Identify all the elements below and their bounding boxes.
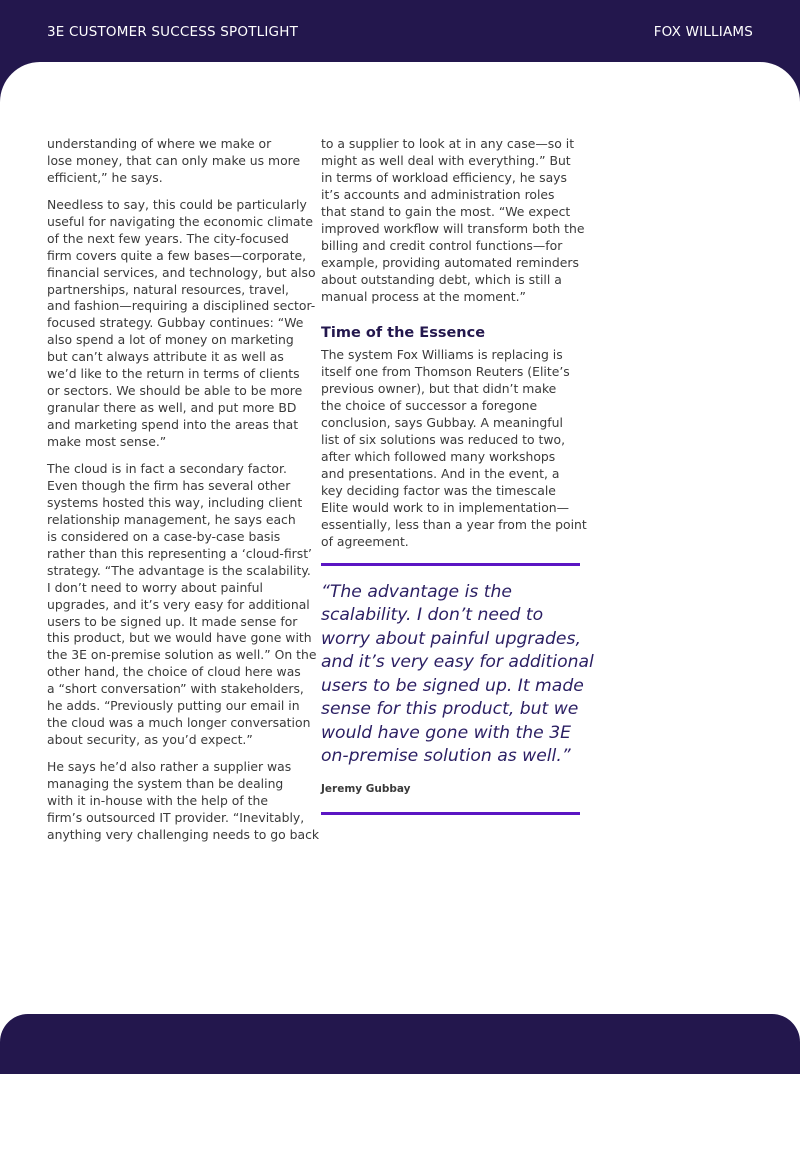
text-line: he adds. “Previously putting our email in — [47, 698, 300, 714]
text-line: and fashion—requiring a disciplined sector- — [47, 298, 316, 314]
text-line: He says he’d also rather a supplier was — [47, 759, 292, 775]
text-line: the choice of successor a foregone — [321, 398, 538, 414]
text-line: other hand, the choice of cloud here was — [47, 664, 301, 680]
paragraph — [47, 196, 316, 451]
text-line: about outstanding debt, which is still a — [321, 271, 562, 287]
paragraph — [321, 136, 583, 306]
text-line: financial services, and technology, but also — [47, 264, 316, 280]
text-line: improved workflow will transform both the — [321, 220, 585, 236]
right-column — [321, 136, 594, 815]
quote-top-rule — [321, 563, 580, 566]
text-line: I don’t need to worry about painful — [47, 579, 263, 595]
text-line: itself one from Thomson Reuters (Elite’s — [321, 364, 570, 380]
text-line: in terms of workload efficiency, he says — [321, 169, 567, 185]
text-line: that stand to gain the most. “We expect — [321, 203, 571, 219]
text-line: users to be signed up. It made sense for — [47, 613, 298, 629]
paragraph — [47, 759, 320, 844]
text-line: Even though the firm has several other — [47, 477, 291, 493]
text-line: also spend a lot of money on marketing — [47, 332, 294, 348]
text-line: after which followed many workshops — [321, 449, 556, 465]
text-line: might as well deal with everything.” But — [321, 152, 571, 168]
quote-line: sense for this product, but we — [321, 699, 579, 720]
text-line: lose money, that can only make us more — [47, 152, 301, 168]
text-line: and marketing spend into the areas that — [47, 417, 299, 433]
text-line: with it in-house with the help of the — [47, 792, 268, 808]
text-line: Elite would work to in implementation— — [321, 500, 570, 516]
text-line: The system Fox Williams is replacing is — [321, 347, 563, 363]
text-line: is considered on a case-by-case basis — [47, 528, 281, 544]
client-name: FOX WILLIAMS — [653, 24, 753, 40]
paragraph — [321, 347, 587, 550]
text-line: focused strategy. Gubbay continues: “We — [47, 315, 304, 331]
text-line: partnerships, natural resources, travel, — [47, 281, 289, 297]
text-line: essentially, less than a year from the point — [321, 517, 587, 533]
quote-line: on-premise solution as well.” — [321, 746, 571, 767]
paragraph — [47, 460, 317, 749]
text-line: of agreement. — [321, 533, 409, 549]
text-line: previous owner), but that didn’t make — [321, 381, 557, 397]
page-footer-band — [0, 1014, 800, 1074]
text-line: efficient,” he says. — [47, 169, 163, 185]
text-line: of the next few years. The city-focused — [47, 230, 289, 246]
text-line: it’s accounts and administration roles — [321, 186, 555, 202]
quote-line: users to be signed up. It made — [321, 675, 584, 696]
text-line: useful for navigating the economic climate — [47, 213, 313, 229]
text-line: Needless to say, this could be particularly — [47, 196, 307, 212]
quote-line: and it’s very easy for additional — [321, 652, 594, 673]
text-line: the 3E on-premise solution as well.” On the — [47, 647, 317, 663]
left-column — [47, 136, 320, 854]
text-line: about security, as you’d expect.” — [47, 732, 253, 748]
quote-line: worry about painful upgrades, — [321, 628, 581, 649]
section-heading: Time of the Essence — [321, 324, 486, 341]
text-line: a “short conversation” with stakeholders, — [47, 681, 304, 697]
text-line: anything very challenging needs to go back — [47, 826, 320, 842]
spotlight-title: 3E CUSTOMER SUCCESS SPOTLIGHT — [47, 24, 299, 40]
text-line: key deciding factor was the timescale — [321, 483, 556, 499]
text-line: upgrades, and it’s very easy for additional — [47, 596, 310, 612]
text-line: conclusion, says Gubbay. A meaningful — [321, 415, 563, 431]
text-line: systems hosted this way, including client — [47, 494, 303, 510]
quote-line: scalability. I don’t need to — [321, 605, 544, 626]
text-line: firm’s outsourced IT provider. “Inevitably, — [47, 809, 305, 825]
text-line: and presentations. And in the event, a — [321, 466, 560, 482]
quote-line: would have gone with the 3E — [321, 722, 571, 743]
text-line: managing the system than be dealing — [47, 775, 284, 791]
text-line: relationship management, he says each — [47, 511, 296, 527]
text-line: to a supplier to look at in any case—so it — [321, 136, 575, 151]
text-line: the cloud was a much longer conversation — [47, 715, 311, 731]
text-line: understanding of where we make or — [47, 136, 272, 151]
text-line: list of six solutions was reduced to two, — [321, 432, 566, 448]
quote-line: “The advantage is the — [321, 581, 512, 602]
text-line: billing and credit control functions—for — [321, 237, 563, 253]
pull-quote — [321, 581, 594, 769]
text-line: manual process at the moment.” — [321, 288, 526, 304]
text-line: rather than this representing a ‘cloud-first’ — [47, 545, 312, 561]
text-line: strategy. “The advantage is the scalability. — [47, 562, 311, 578]
text-line: The cloud is in fact a secondary factor. — [47, 460, 287, 476]
quote-author: Jeremy Gubbay — [321, 782, 411, 795]
text-line: or sectors. We should be able to be more — [47, 383, 303, 399]
text-line: this product, but we would have gone with — [47, 630, 312, 646]
text-line: we’d like to the return in terms of clients — [47, 366, 300, 382]
text-line: example, providing automated reminders — [321, 254, 579, 270]
text-line: firm covers quite a few bases—corporate, — [47, 247, 307, 263]
text-line: make most sense.” — [47, 434, 167, 450]
quote-bottom-rule — [321, 812, 580, 815]
paragraph — [47, 136, 309, 187]
text-line: granular there as well, and put more BD — [47, 400, 297, 416]
text-line: but can’t always attribute it as well as — [47, 349, 284, 365]
